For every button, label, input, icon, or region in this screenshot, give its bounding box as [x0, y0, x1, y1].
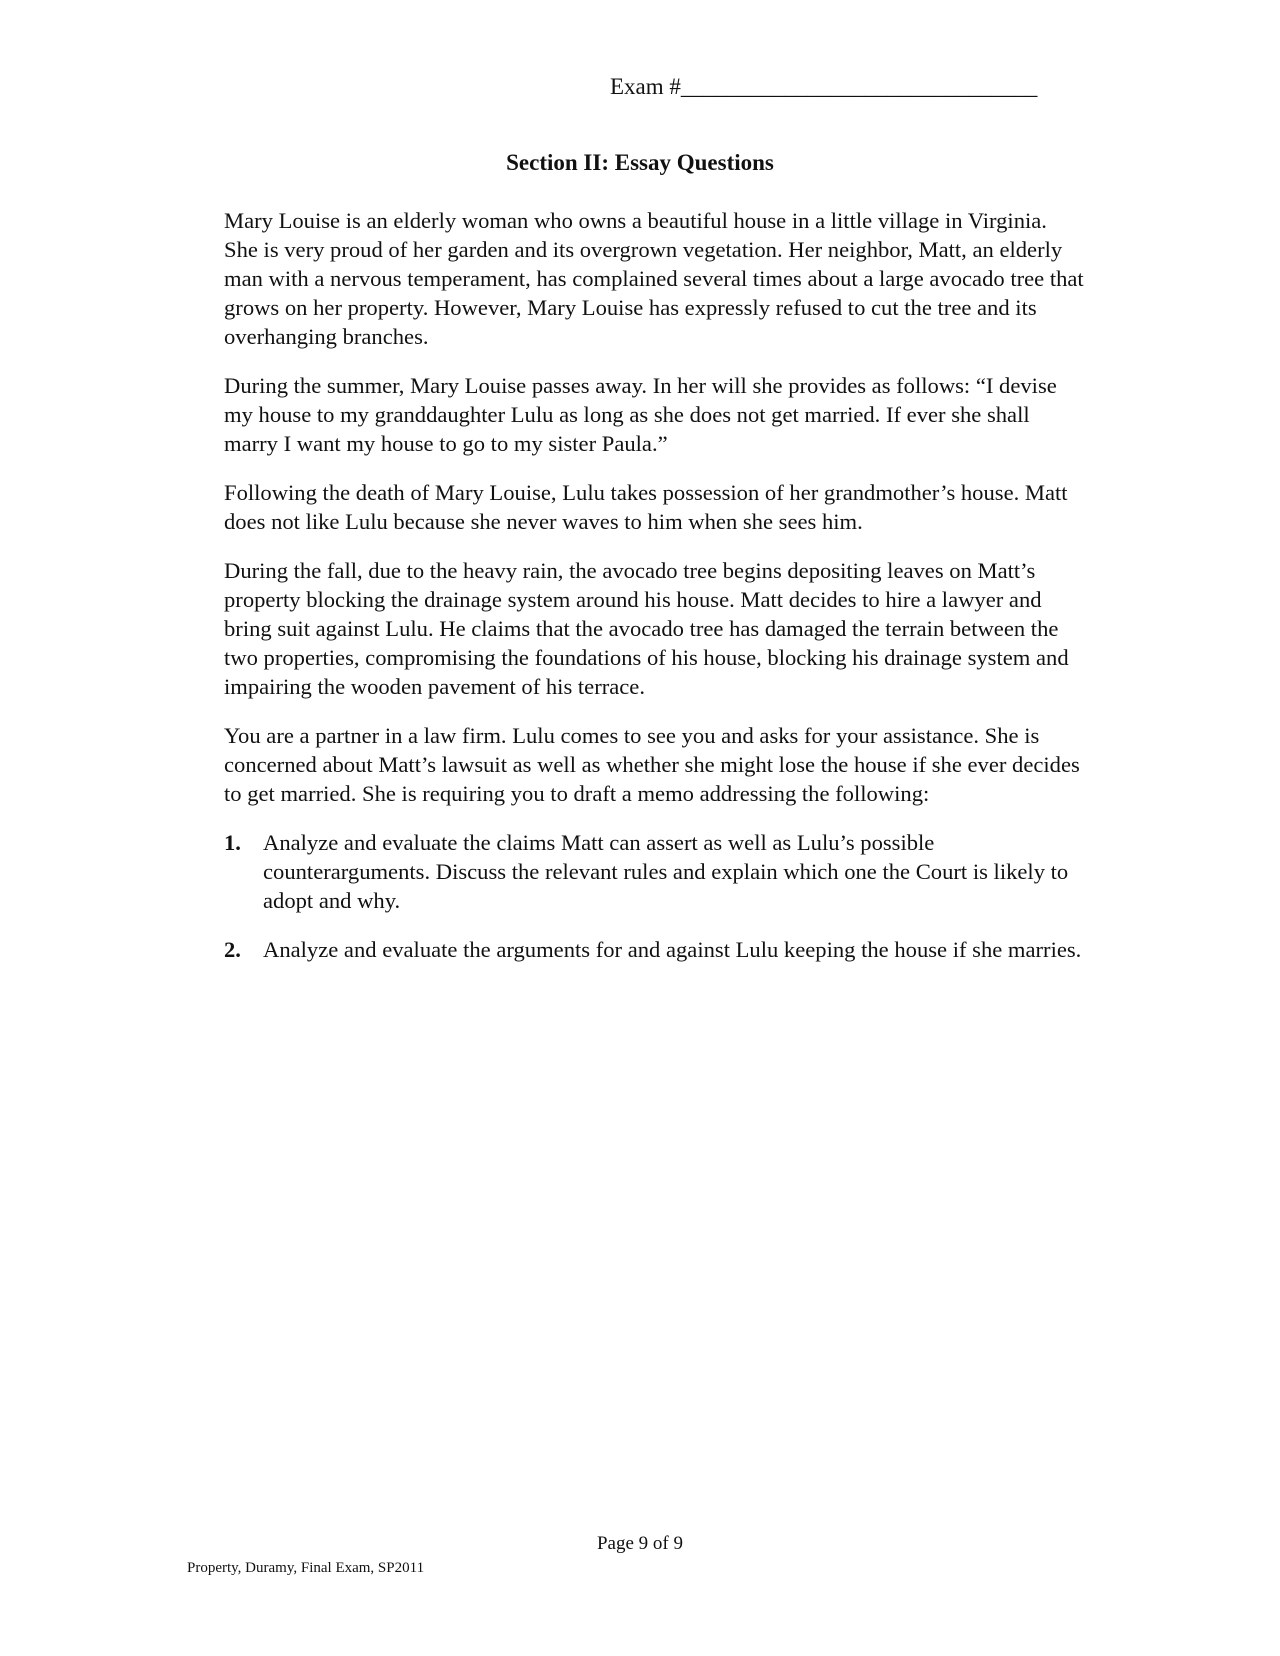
instruction-paragraph: You are a partner in a law firm. Lulu comes to see you and asks for your assistance. She is concerned about Matt’s lawsuit as well as whether she might lose the house if she ever decides to get married. She is requiring you to draft a memo addressing the following: — [224, 723, 1080, 806]
exam-body — [224, 206, 1084, 984]
question-text: Analyze and evaluate the claims Matt can assert as well as Lulu’s possible counterarguments. Discuss the relevant rules and explain which one the Court is likely to adopt and why. — [263, 830, 1069, 913]
question-text: Analyze and evaluate the arguments for and against Lulu keeping the house if she marries. — [263, 937, 1082, 962]
question-list — [224, 828, 1084, 964]
question-number: 1. — [224, 830, 241, 855]
fact-paragraph: Mary Louise is an elderly woman who owns a beautiful house in a little village in Virginia. She is very proud of her garden and its overgrown vegetation. Her neighbor, Matt, an elderly man with a nervous temperament, has complained several times about a large avocado tree that grows on her property. However, Mary Louise has expressly refused to cut the tree and its overhanging branches. — [224, 208, 1084, 349]
course-footer: Property, Duramy, Final Exam, SP2011 — [187, 1560, 425, 1576]
section-title: Section II: Essay Questions — [506, 150, 774, 175]
question-item — [224, 828, 1084, 915]
question-item — [224, 935, 1084, 964]
fact-paragraph: During the fall, due to the heavy rain, the avocado tree begins depositing leaves on Matt’s property blocking the drainage system around his house. Matt decides to hire a lawyer and bring suit against Lulu. He claims that the avocado tree has damaged the terrain between the two properties, compromising the foundations of his house, blocking his drainage system and impairing the wooden pavement of his terrace. — [224, 558, 1069, 699]
question-number: 2. — [224, 937, 241, 962]
fact-paragraph: During the summer, Mary Louise passes away. In her will she provides as follows: “I devise my house to my granddaughter Lulu as long as she does not get married. If ever she shall marry I want my house to go to my sister Paula.” — [224, 373, 1057, 456]
exam-number-field: Exam #_______________________________ — [610, 74, 1038, 99]
fact-paragraph: Following the death of Mary Louise, Lulu takes possession of her grandmother’s house. Matt does not like Lulu because she never waves to him when she sees him. — [224, 480, 1068, 534]
page-number: Page 9 of 9 — [596, 1533, 683, 1554]
